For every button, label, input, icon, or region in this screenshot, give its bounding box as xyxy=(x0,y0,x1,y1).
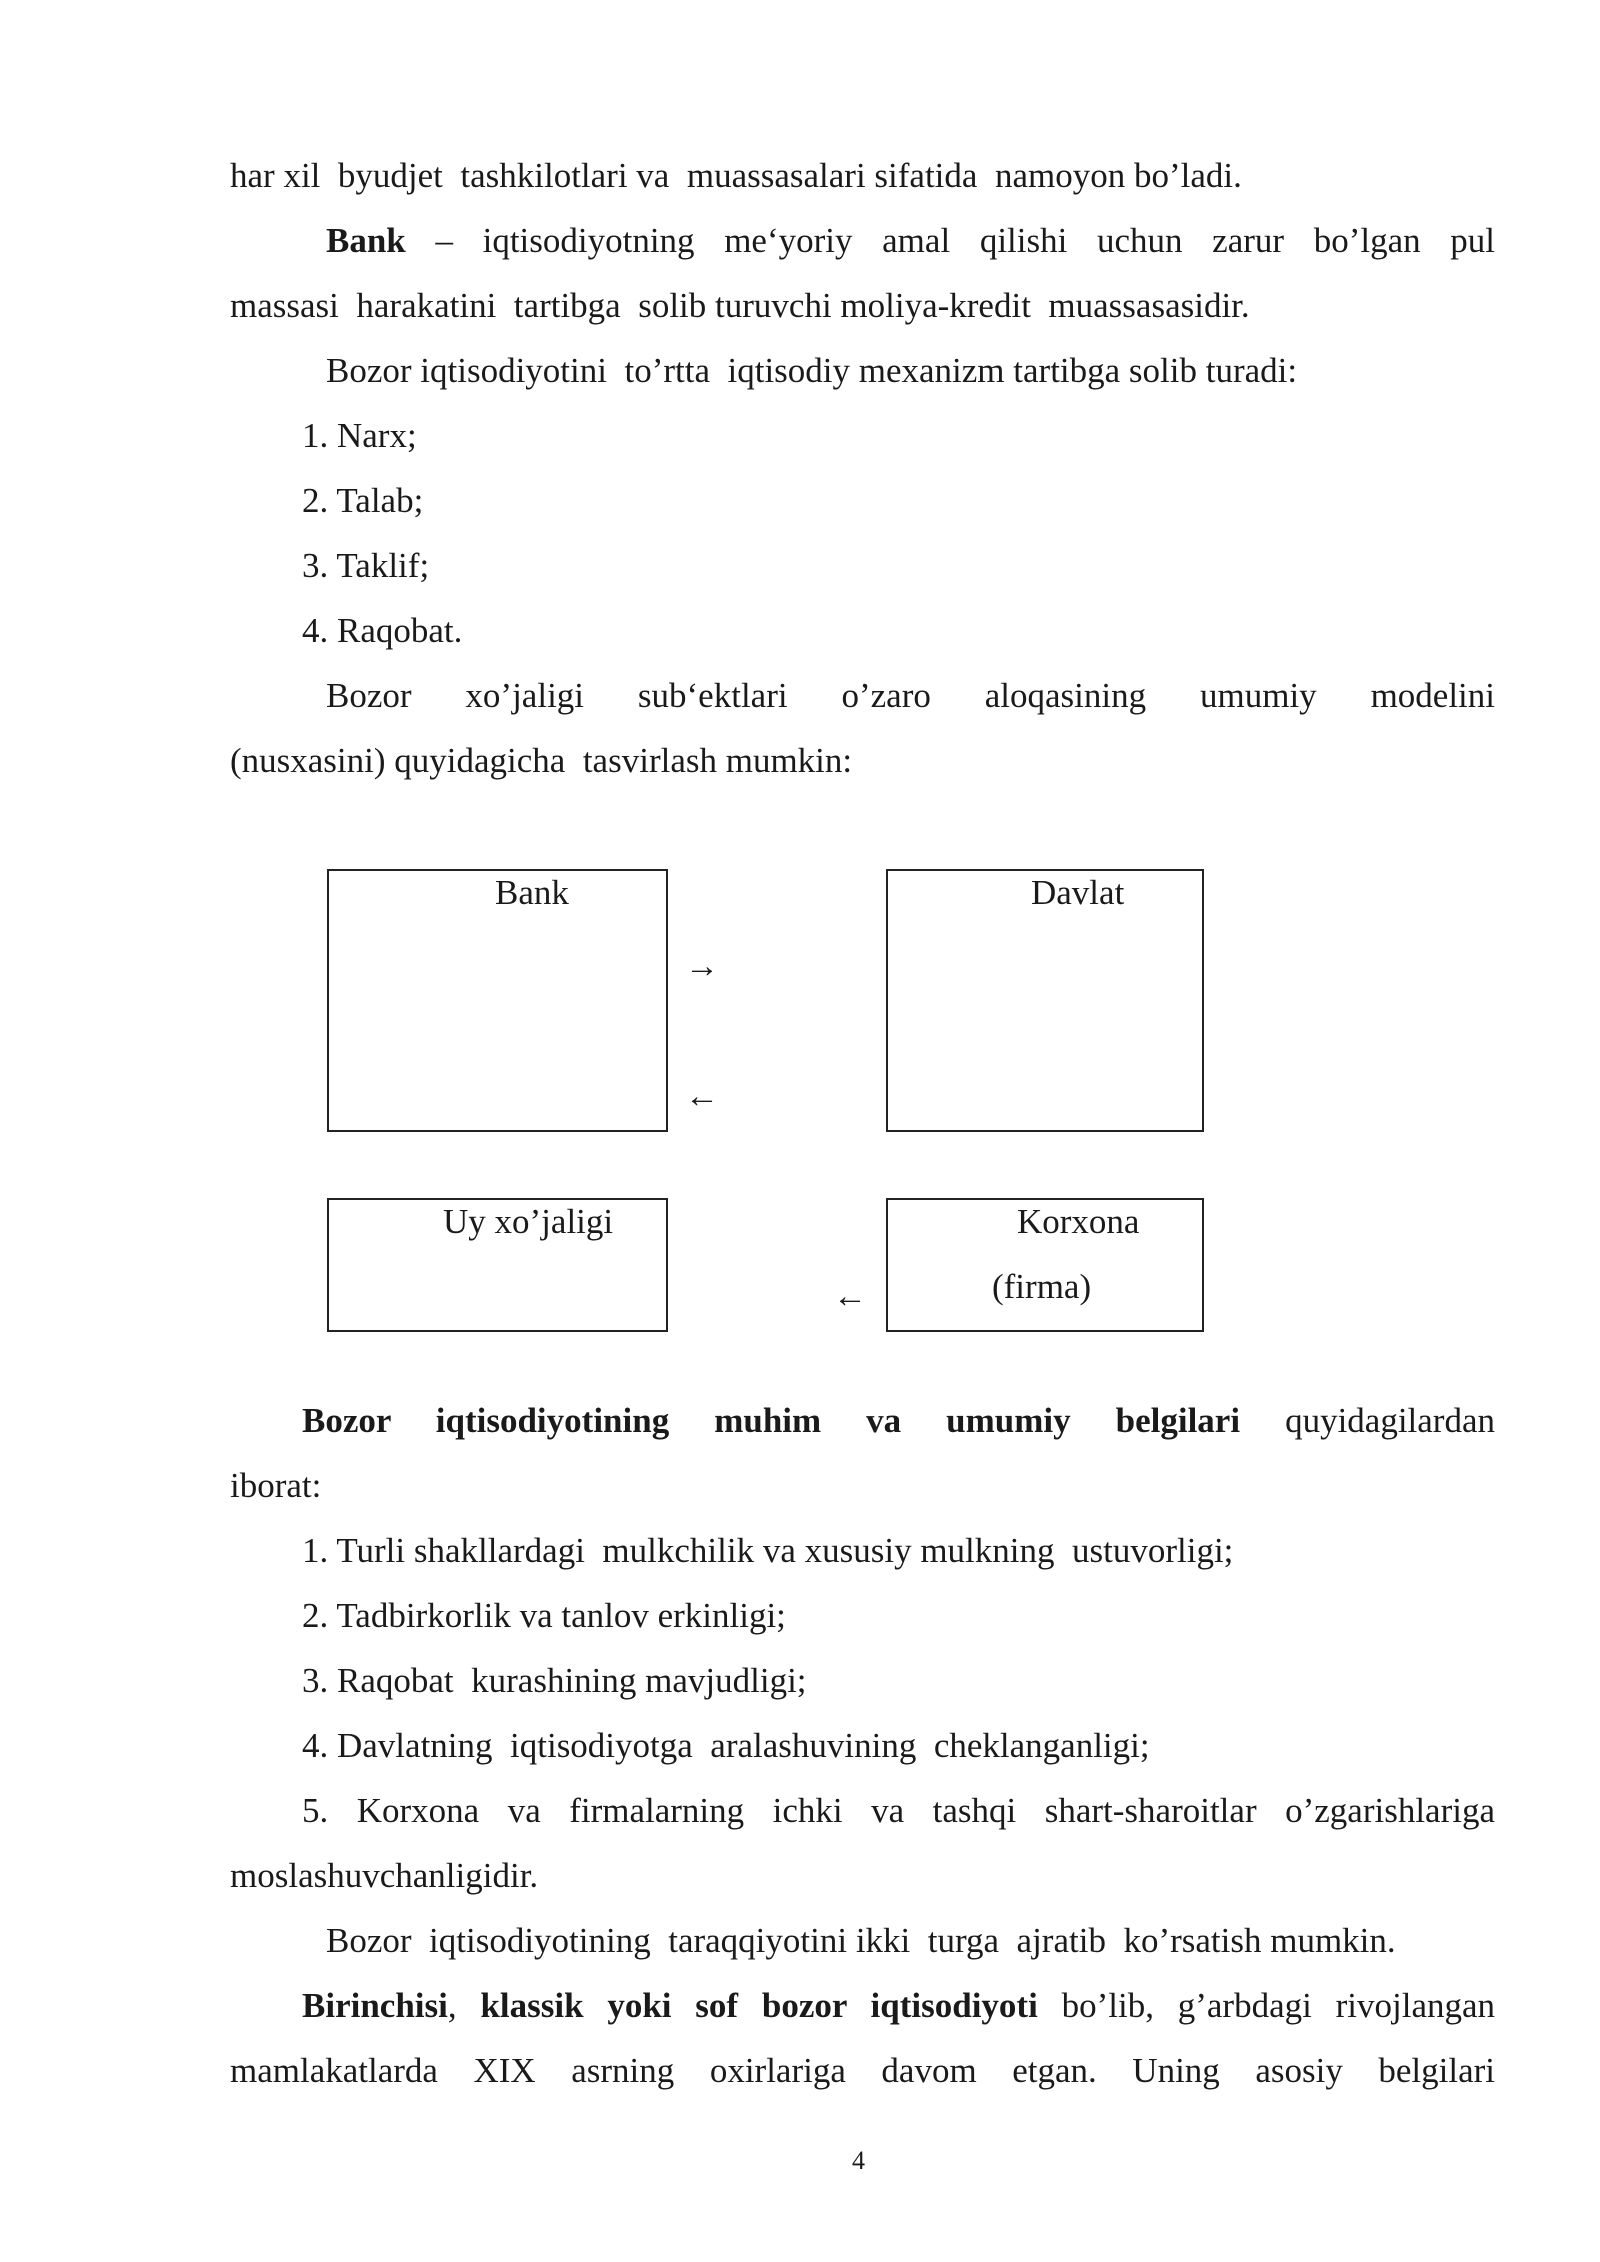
model-intro-line-2: (nusxasini) quyidagicha tasvirlash mumkin: xyxy=(230,741,853,780)
list-item: 4. Raqobat. xyxy=(302,611,463,650)
state-box xyxy=(886,869,1204,1132)
list-item: 2. Talab; xyxy=(302,481,424,520)
list-item: 5. Korxona va firmalarning ichki va tashqi shart-sharoitlar o’zgarishlariga xyxy=(302,1791,1495,1830)
household-box-label: Uy xo’jaligi xyxy=(443,1202,614,1241)
features-heading-line-2: iborat: xyxy=(230,1466,322,1505)
list-item-continuation: moslashuvchanligidir. xyxy=(230,1856,539,1895)
model-intro-line-1: Bozor xo’jaligi sub‘ektlari o’zaro aloqasining umumiy modelini xyxy=(326,676,1495,715)
firm-box-label-2: (firma) xyxy=(992,1267,1092,1306)
arrow-left-icon: ← xyxy=(833,1278,867,1315)
bank-definition-line-1: Bank – iqtisodiyotning me‘yoriy amal qilishi uchun zarur bo’lgan pul xyxy=(326,221,1495,260)
list-item: 3. Taklif; xyxy=(302,546,430,585)
state-box-label: Davlat xyxy=(1031,873,1125,912)
household-box xyxy=(327,1198,668,1332)
list-item: 1. Turli shakllardagi mulkchilik va xususiy mulkning ustuvorligi; xyxy=(302,1531,1234,1570)
first-type-line-1: Birinchisi, klassik yoki sof bozor iqtisodiyoti bo’lib, g’arbdagi rivojlangan xyxy=(302,1986,1496,2025)
features-heading-line-1: Bozor iqtisodiyotining muhim va umumiy belgilari quyidagilardan xyxy=(302,1401,1495,1440)
mechanisms-intro: Bozor iqtisodiyotini to’rtta iqtisodiy mexanizm tartibga solib turadi: xyxy=(326,351,1298,390)
list-item: 4. Davlatning iqtisodiyotga aralashuvining cheklanganligi; xyxy=(302,1726,1150,1765)
features-heading-bold: Bozor iqtisodiyotining muhim va umumiy belgilari xyxy=(302,1401,1241,1440)
firm-box xyxy=(886,1198,1204,1332)
paragraph-line: har xil byudjet tashkilotlari va muassasalari sifatida namoyon bo’ladi. xyxy=(230,156,1242,195)
bank-box xyxy=(327,869,668,1132)
bank-term: Bank xyxy=(326,221,406,260)
arrow-left-icon: ← xyxy=(685,1078,719,1115)
list-item: 1. Narx; xyxy=(302,416,417,455)
bank-box-label: Bank xyxy=(495,873,569,912)
firm-box-label-1: Korxona xyxy=(1017,1202,1140,1241)
bank-definition-line-2: massasi harakatini tartibga solib turuvchi moliya-kredit muassasasidir. xyxy=(230,286,1250,325)
page-number: 4 xyxy=(852,2146,865,2175)
development-sentence: Bozor iqtisodiyotining taraqqiyotini ikki turga ajratib ko’rsatish mumkin. xyxy=(326,1921,1396,1960)
list-item: 3. Raqobat kurashining mavjudligi; xyxy=(302,1661,807,1700)
first-type-line-2: mamlakatlarda XIX asrning oxirlariga davom etgan. Uning asosiy belgilari xyxy=(230,2051,1495,2090)
arrow-right-icon: → xyxy=(685,948,719,985)
list-item: 2. Tadbirkorlik va tanlov erkinligi; xyxy=(302,1596,786,1635)
